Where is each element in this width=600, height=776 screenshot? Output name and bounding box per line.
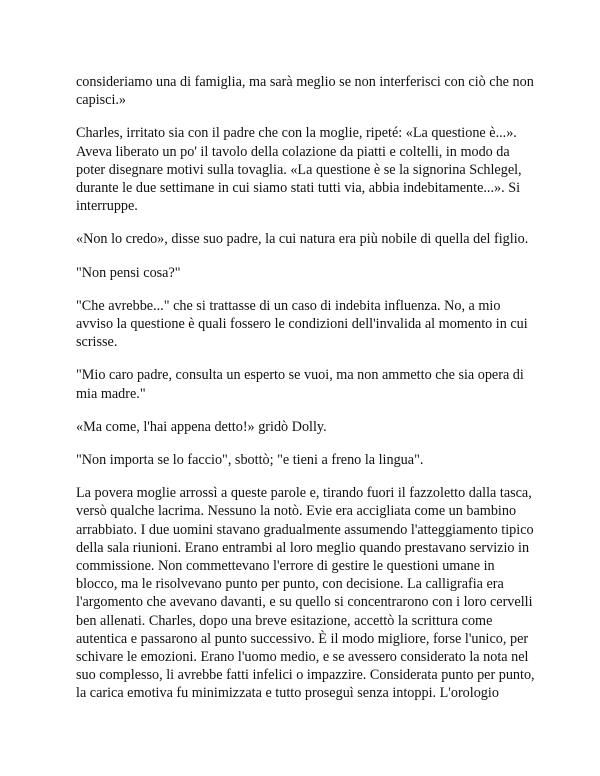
paragraph-4: "Non pensi cosa?" (76, 264, 181, 281)
paragraph-9: La povera moglie arrossì a queste parole e, tirando fuori il fazzoletto dalla tasca, versò qualche lacrima. Nessuno la notò. Evie era accigliata come un bambino arrabbiato. I due uomini stavano gradualmente assumendo l'atteggiamento tipico della sala riunioni. Erano entrambi al loro meglio quando prestavano servizio in commissione. Non commettevano l'errore di gestire le questioni umane in blocco, ma le risolvevano punto per punto, con decisione. La calligrafia era l'argomento che avevano davanti, e su quello si concentrarono con i loro cervelli ben allenati. Charles, dopo una breve esitazione, accettò la scrittura come autentica e passarono al punto successivo. È il modo migliore, forse l'unico, per schivare le emozioni. Erano l'uomo medio, e se avessero considerato la nota nel suo complesso, li avrebbe fatti infelici o impazzire. Considerata punto per punto, la carica emotiva fu minimizzata e tutto proseguì senza intoppi. L'orologio (76, 485, 535, 702)
paragraph-5: "Che avrebbe..." che si trattasse di un caso di indebita influenza. No, a mio avviso la questione è quali fossero le condizioni dell'invalida al momento in cui scrisse. (76, 297, 528, 351)
paragraph-6: "Mio caro padre, consulta un esperto se vuoi, ma non ammetto che sia opera di mia madre." (76, 367, 524, 402)
document-page (76, 73, 536, 718)
paragraph-1: consideriamo una di famiglia, ma sarà meglio se non interferisci con ciò che non capisci.» (76, 74, 534, 109)
paragraph-8: "Non importa se lo faccio", sbottò; "e tieni a freno la lingua". (76, 452, 424, 469)
paragraph-7: «Ma come, l'hai appena detto!» gridò Dolly. (76, 418, 327, 435)
paragraph-3: «Non lo credo», disse suo padre, la cui natura era più nobile di quella del figlio. (76, 231, 529, 248)
paragraph-2: Charles, irritato sia con il padre che con la moglie, ripeté: «La questione è...». Aveva liberato un po' il tavolo della colazione da piatti e coltelli, in modo da poter disegnare motivi sulla tovaglia. «La questione è se la signorina Schlegel, durante le due settimane in cui siamo stati tutti via, abbia indebitamente...». Si interruppe. (76, 125, 522, 215)
